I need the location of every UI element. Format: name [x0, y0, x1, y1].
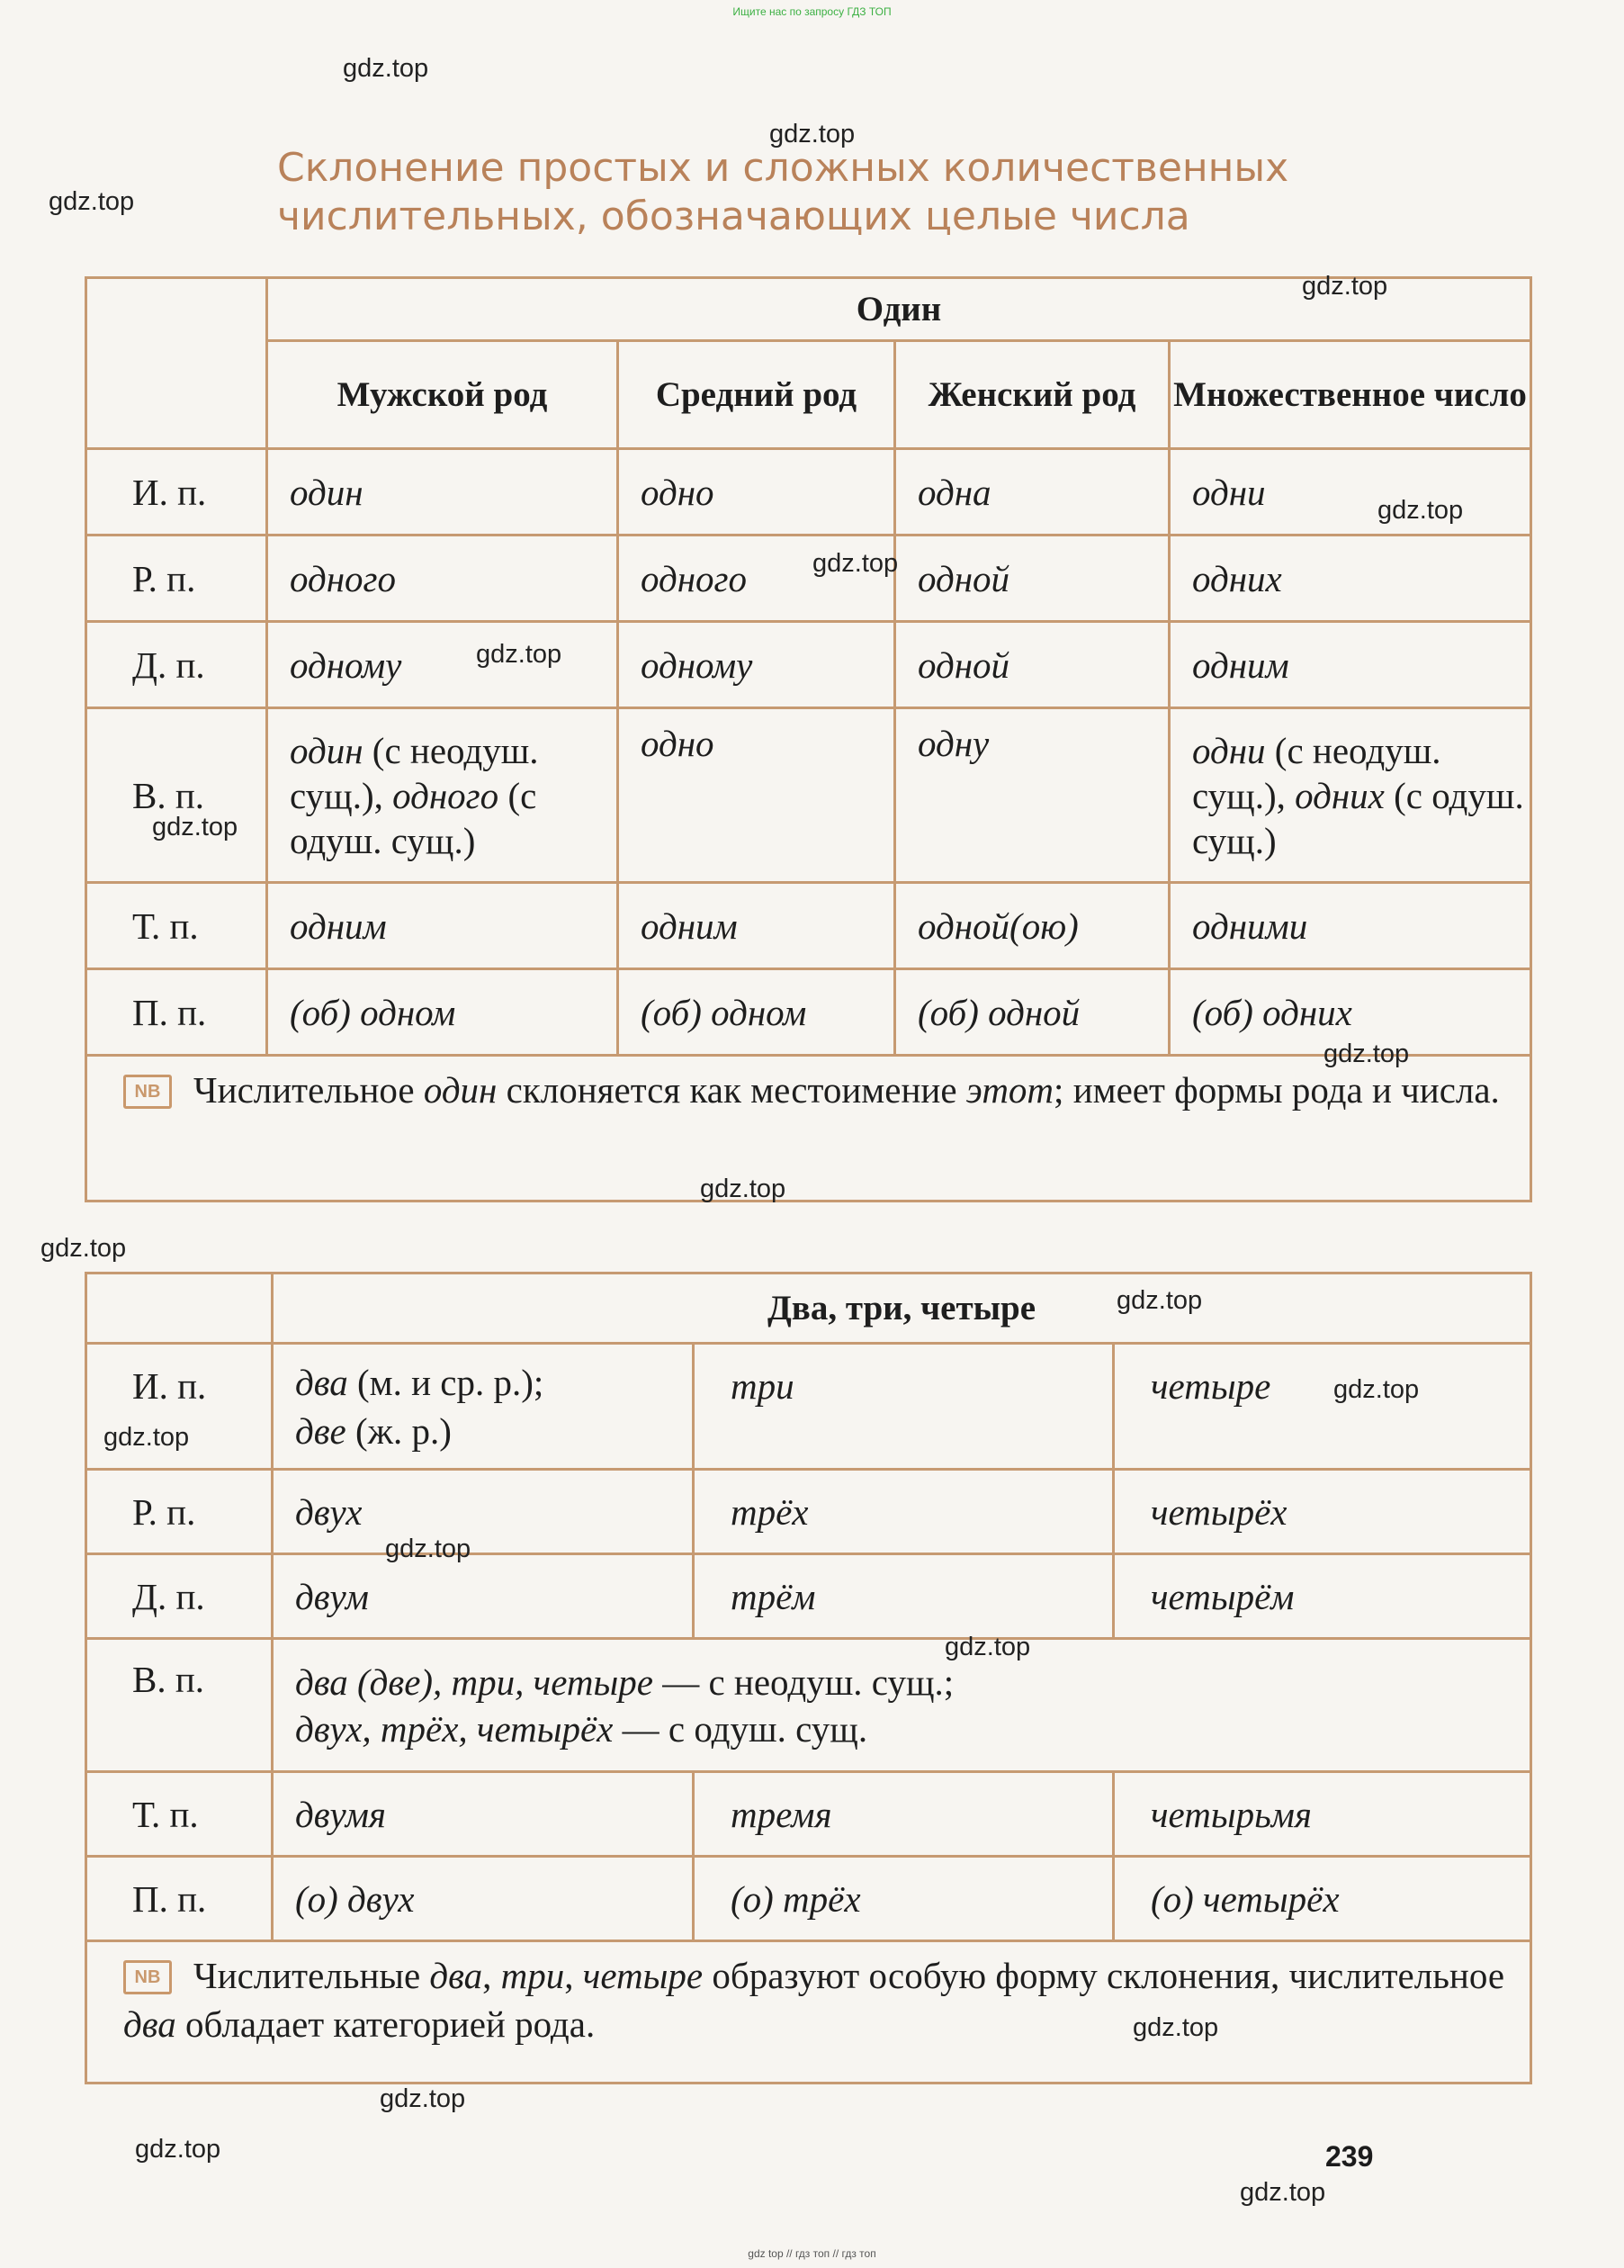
table-cell: четырьмя — [1114, 1772, 1531, 1857]
case-label: Р. п. — [86, 536, 267, 622]
table-cell: трёх — [694, 1470, 1114, 1554]
title-line-1: Склонение простых и сложных количественных — [277, 145, 1289, 191]
case-label: П. п. — [86, 969, 267, 1056]
table-cell — [1170, 708, 1531, 883]
table-cell: трём — [694, 1554, 1114, 1639]
form-text: два — [295, 1361, 348, 1403]
usage-note: (ж. р.) — [345, 1409, 452, 1452]
form-text: одни — [1192, 729, 1266, 771]
table-cell: (об) одной — [895, 969, 1170, 1056]
table-cell: одного — [618, 536, 895, 622]
watermark: gdz.top — [476, 640, 562, 669]
note-term: четыре — [582, 1955, 704, 1996]
nb-note — [86, 1941, 1531, 2084]
table-cell: одна — [895, 449, 1170, 536]
table-cell: одним — [618, 883, 895, 969]
table-cell — [273, 1344, 694, 1470]
table-cell: одного — [267, 536, 618, 622]
table-cell: четырёх — [1114, 1470, 1531, 1554]
table-row — [86, 536, 1531, 622]
table-cell: одно — [618, 449, 895, 536]
table-row — [86, 1857, 1531, 1941]
nb-icon: NB — [123, 1075, 172, 1109]
site-note: Ищите нас по запросу ГДЗ ТОП — [732, 5, 892, 18]
table-cell: одному — [618, 622, 895, 708]
table-cell: (об) одних — [1170, 969, 1531, 1056]
table-cell: (о) трёх — [694, 1857, 1114, 1941]
usage-note: — с неодуш. сущ.; — [652, 1660, 955, 1703]
note-term: два — [123, 2003, 176, 2045]
watermark: gdz.top — [135, 2135, 221, 2164]
form-text: один — [290, 729, 363, 771]
form-text: два (две), три, четыре — [295, 1660, 653, 1703]
nb-note — [86, 1056, 1531, 1202]
nb-icon: NB — [123, 1960, 172, 1994]
case-label: Т. п. — [86, 883, 267, 969]
case-label: И. п. — [86, 1344, 273, 1470]
table-cell: одной(ою) — [895, 883, 1170, 969]
page-number: 239 — [1325, 2140, 1374, 2173]
case-label: В. п. — [86, 708, 267, 883]
table-cell: одними — [1170, 883, 1531, 969]
table-cell: одних — [1170, 536, 1531, 622]
column-header: Множественное число — [1170, 341, 1531, 449]
table-cell: четырём — [1114, 1554, 1531, 1639]
watermark: gdz.top — [1240, 2178, 1326, 2207]
watermark: gdz.top — [1133, 2013, 1219, 2042]
watermark: gdz.top — [700, 1174, 786, 1203]
table-cell: четыре — [1114, 1344, 1531, 1470]
table-row — [86, 1344, 1531, 1470]
note-term: два — [429, 1955, 483, 1996]
watermark: gdz.top — [40, 1234, 127, 1263]
note-text: обладает категорией рода. — [175, 2003, 596, 2045]
table-corner — [86, 1274, 273, 1344]
table-cell: (об) одном — [267, 969, 618, 1056]
table-cell: одной — [895, 622, 1170, 708]
table-row — [86, 449, 1531, 536]
usage-note: — с одуш. сущ. — [613, 1707, 868, 1750]
table-cell — [267, 708, 618, 883]
usage-note: (с одуш. сущ.) — [1192, 774, 1524, 861]
form-text: одних — [1295, 774, 1385, 816]
watermark: gdz.top — [945, 1633, 1031, 1661]
watermark: gdz.top — [103, 1423, 190, 1452]
note-term: один — [423, 1069, 498, 1111]
note-text: Числительные — [193, 1955, 430, 1996]
note-text: склоняется как местоимение — [497, 1069, 966, 1111]
table-dva-tri-chetyre — [85, 1272, 1532, 2084]
table-cell: одно — [618, 708, 895, 883]
table-row — [86, 1639, 1531, 1772]
table-row — [86, 1772, 1531, 1857]
usage-note: (с одуш. сущ.) — [290, 774, 537, 861]
table-cell: одним — [1170, 622, 1531, 708]
column-header: Средний род — [618, 341, 895, 449]
watermark: gdz.top — [1117, 1286, 1203, 1315]
watermark: gdz.top — [1302, 272, 1388, 301]
table-cell: двумя — [273, 1772, 694, 1857]
table-cell: одну — [895, 708, 1170, 883]
column-header: Мужской род — [267, 341, 618, 449]
table-heading: Два, три, четыре — [273, 1274, 1531, 1344]
note-text: ; имеет формы рода и числа. — [1054, 1069, 1500, 1111]
table-row — [86, 969, 1531, 1056]
watermark: gdz.top — [1333, 1375, 1420, 1404]
table-cell: (о) четырёх — [1114, 1857, 1531, 1941]
case-label: Д. п. — [86, 622, 267, 708]
usage-note: (с неодуш. сущ.), — [1192, 729, 1441, 816]
table-row — [86, 708, 1531, 883]
watermark: gdz.top — [343, 54, 429, 83]
form-text: две — [295, 1409, 346, 1452]
usage-note: (с неодуш. сущ.), — [290, 729, 539, 816]
watermark: gdz.top — [1323, 1040, 1410, 1068]
table-heading: Один — [267, 278, 1531, 341]
table-cell: одни — [1170, 449, 1531, 536]
table-row — [86, 1554, 1531, 1639]
watermark: gdz.top — [1377, 496, 1464, 525]
table-cell: двум — [273, 1554, 694, 1639]
watermark: gdz.top — [49, 187, 135, 216]
case-label: П. п. — [86, 1857, 273, 1941]
column-header: Женский род — [895, 341, 1170, 449]
table-corner — [86, 341, 267, 449]
title-line-2: числительных, обозначающих целые числа — [277, 194, 1190, 239]
table-corner — [86, 278, 267, 341]
table-cell: (об) одном — [618, 969, 895, 1056]
case-label: Р. п. — [86, 1470, 273, 1554]
table-cell: один — [267, 449, 618, 536]
case-label: И. п. — [86, 449, 267, 536]
table-cell: двух — [273, 1470, 694, 1554]
note-text: , — [482, 1955, 501, 1996]
watermark: gdz.top — [769, 120, 856, 148]
note-text: образуют особую форму склонения, числительное — [703, 1955, 1505, 1996]
watermark: gdz.top — [380, 2084, 466, 2113]
watermark: gdz.top — [152, 813, 238, 842]
table-cell: (о) двух — [273, 1857, 694, 1941]
case-label: В. п. — [86, 1639, 273, 1772]
case-label: Т. п. — [86, 1772, 273, 1857]
table-odin — [85, 276, 1532, 1202]
note-term: три — [500, 1955, 565, 1996]
note-text: , — [564, 1955, 583, 1996]
watermark: gdz.top — [812, 549, 899, 578]
table-cell — [273, 1639, 1531, 1772]
table-row — [86, 883, 1531, 969]
table-row — [86, 1470, 1531, 1554]
note-term: этот — [965, 1069, 1054, 1111]
watermark: gdz.top — [385, 1534, 471, 1563]
table-cell: одним — [267, 883, 618, 969]
case-label: Д. п. — [86, 1554, 273, 1639]
table-cell: одному — [267, 622, 618, 708]
form-text: двух, трёх, четырёх — [295, 1707, 614, 1750]
form-text: одного — [392, 774, 499, 816]
footer-note: gdz top // гдз топ // гдз топ — [748, 2247, 876, 2260]
table-cell: одной — [895, 536, 1170, 622]
table-row — [86, 622, 1531, 708]
usage-note: (м. и ср. р.); — [347, 1361, 544, 1403]
page-title — [277, 144, 1288, 241]
note-text: Числительное — [193, 1069, 424, 1111]
table-cell: тремя — [694, 1772, 1114, 1857]
table-cell: три — [694, 1344, 1114, 1470]
